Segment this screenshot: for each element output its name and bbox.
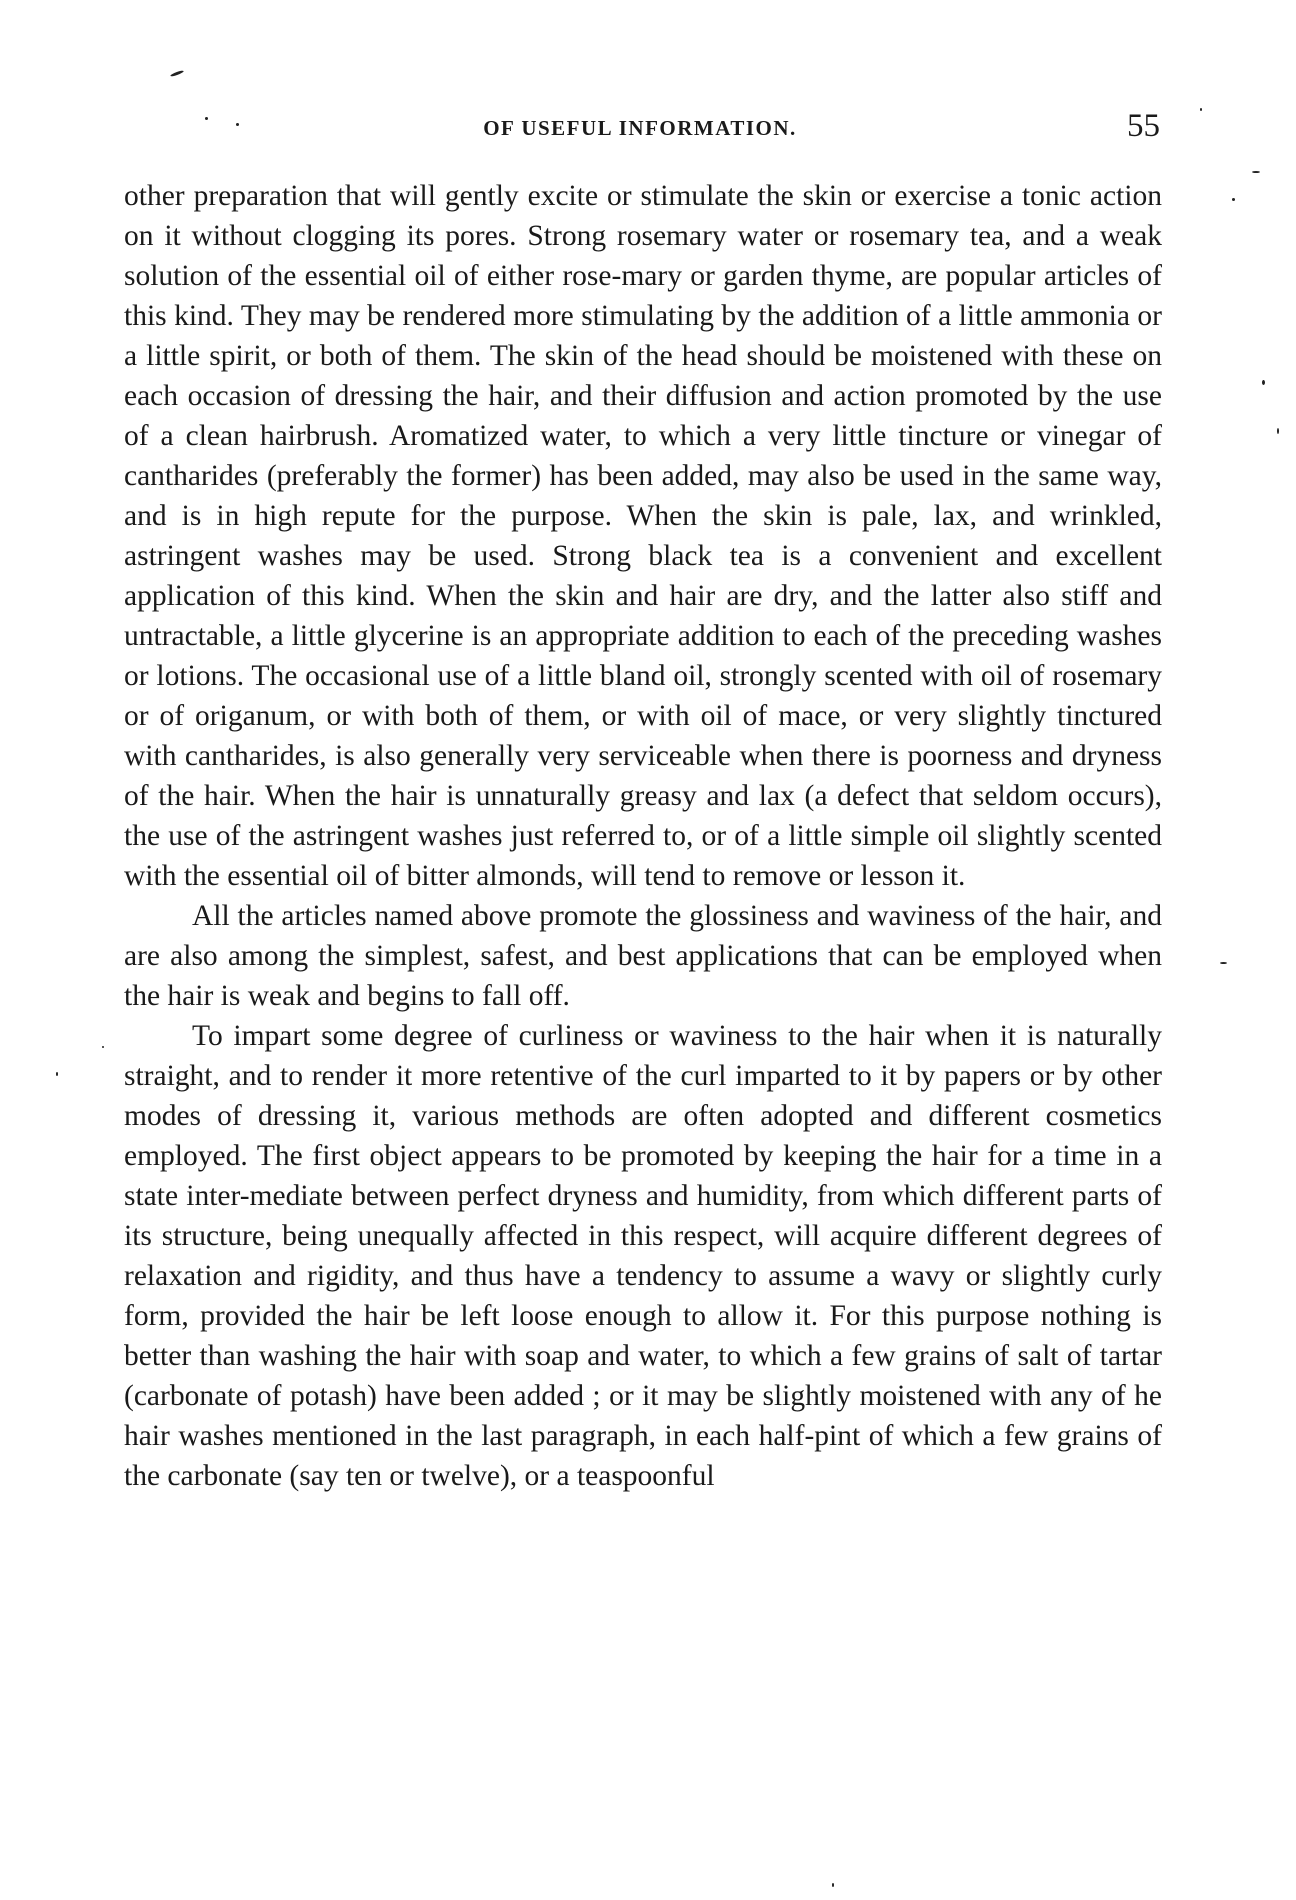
scan-speck: [1220, 962, 1227, 964]
page-number: 55: [1127, 108, 1160, 144]
scan-speck: [205, 117, 208, 120]
scan-speck: [1262, 380, 1265, 385]
scan-speck: [236, 123, 239, 126]
scan-speck: [170, 70, 184, 78]
scan-speck: [1200, 108, 1202, 111]
body-text: [124, 176, 1162, 1496]
paragraph-curliness: To impart some degree of curliness or waviness to the hair when it is naturally straight, and to render it more retentive of the curl imparted to it by papers or by other modes of dressing it, various methods are often adopted and different cosmetics employed. The first object appears to be promoted by keeping the hair for a time in a state inter-mediate between perfect dryness and humidity, from which different parts of its structure, being unequally affected in this respect, will acquire different degrees of relaxation and rigidity, and thus have a tendency to assume a wavy or slightly curly form, provided the hair be left loose enough to allow it. For this purpose nothing is better than washing the hair with soap and water, to which a few grains of salt of tartar (carbonate of potash) have been added ; or it may be slightly moistened with any of he hair washes mentioned in the last paragraph, in each half-pint of which a few grains of the carbonate (say ten or twelve), or a teaspoonful: [124, 1020, 1162, 1492]
scan-speck: [56, 1072, 58, 1076]
scan-speck: [1277, 428, 1279, 434]
paragraph-continued: other preparation that will gently excite or stimulate the skin or exercise a tonic action on it without clogging its pores. Strong rosemary water or rosemary tea, and a weak solution of the essential oil of either rose-mary or garden thyme, are popular articles of this kind. They may be rendered more stimulating by the addition of a little ammonia or a little spirit, or both of them. The skin of the head should be moistened with these on each occasion of dressing the hair, and their diffusion and action promoted by the use of a clean hairbrush. Aromatized water, to which a very little tincture or vinegar of cantharides (preferably the former) has been added, may also be used in the same way, and is in high repute for the purpose. When the skin is pale, lax, and wrinkled, astringent washes may be used. Strong black tea is a convenient and excellent application of this kind. When the skin and hair are dry, and the latter also stiff and untractable, a little glycerine is an appropriate addition to each of the preceding washes or lotions. The occasional use of a little bland oil, strongly scented with oil of rosemary or of origanum, or with both of them, or with oil of mace, or very slightly tinctured with cantharides, is also generally very serviceable when there is poorness and dryness of the hair. When the hair is unnaturally greasy and lax (a defect that seldom occurs), the use of the astringent washes just referred to, or of a little simple oil slightly scented with the essential oil of bitter almonds, will tend to remove or lesson it.: [124, 180, 1162, 892]
running-head: OF USEFUL INFORMATION.: [483, 116, 797, 140]
scan-speck: [1232, 198, 1235, 201]
page-header: [120, 108, 1160, 148]
paragraph-articles: All the articles named above promote the glossiness and waviness of the hair, and are also among the simplest, safest, and best applications that can be employed when the hair is weak and begins to fall off.: [124, 900, 1162, 1012]
scan-speck: [1252, 171, 1260, 173]
scan-speck: [832, 1883, 834, 1887]
scan-speck: [102, 1046, 104, 1048]
